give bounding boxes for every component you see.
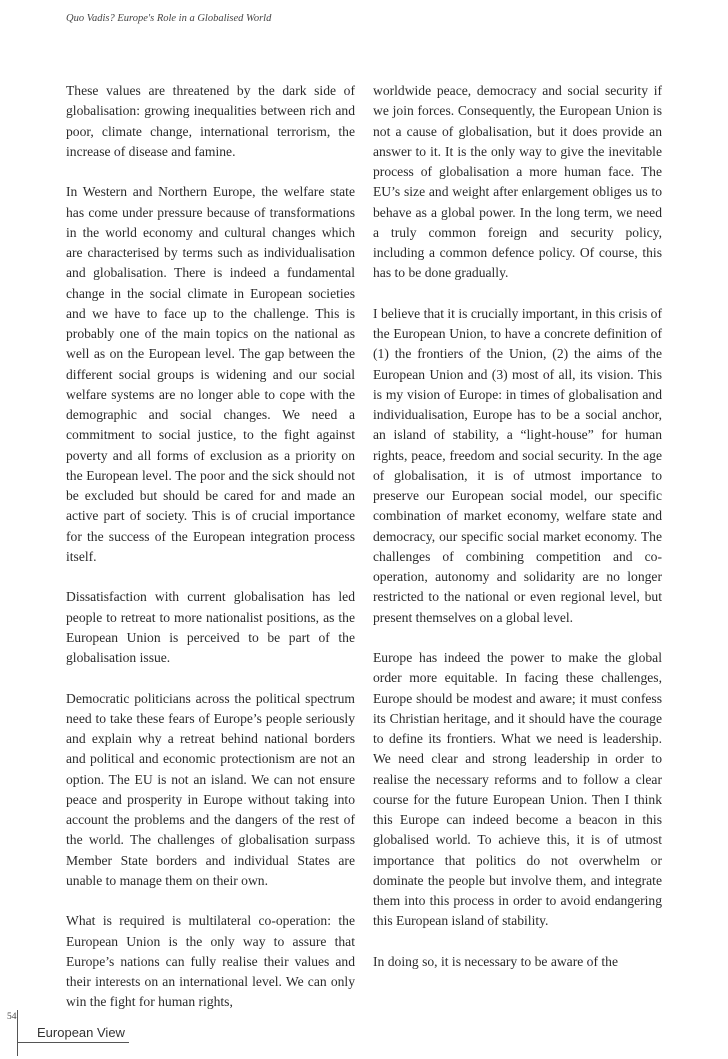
footer-rule-vertical	[17, 1010, 18, 1056]
body-paragraph: These values are threatened by the dark side of globalisation: growing inequalities between rich and poor, climate change, international terrorism, the increase of disease and famine.	[66, 83, 355, 159]
body-paragraph: Europe has indeed the power to make the global order more equitable. In facing these challenges, Europe should be modest and aware; it must confess its Christian heritage, and it should have the courage to define its frontiers. What we need is leadership. We need clear and strong leadership in order to realise the necessary reforms and to follow a clear course for the future European Union. Then I think this Europe can indeed become a beacon in this globalised world. To achieve this, it is of utmost importance that politics do not overwhelm or dominate the people but involve them, and integrate them into this process in order to avoid endangering this European island of stability.	[373, 650, 662, 929]
body-paragraph: worldwide peace, democracy and social security if we join forces. Consequently, the European Union is not a cause of globalisation, but it does provide an answer to it. It is the only way to give the inevitable process of globalisation a more human face. The EU’s size and weight after enlargement obliges us to behave as a global power. In the long term, we need a truly common foreign and security policy, including a common defence policy. Of course, this has to be done gradually.	[373, 83, 662, 281]
page-number: 54	[7, 1012, 17, 1022]
body-paragraph: What is required is multilateral co-operation: the European Union is the only way to assure that Europe’s nations can fully realise their values and their interests on an international level. We can only win the fight for human rights,	[66, 913, 355, 1010]
body-paragraph: Dissatisfaction with current globalisation has led people to retreat to more nationalist positions, as the European Union is perceived to be part of the globalisation issue.	[66, 589, 355, 665]
body-paragraph: In Western and Northern Europe, the welfare state has come under pressure because of transformations in the world economy and cultural changes which are characterised by terms such as individualisation and globalisation. There is indeed a fundamental change in the social climate in European societies and we have to face up to the challenge. This is probably one of the main topics on the national as well as on the European level. The gap between the different social groups is widening and our social welfare systems are no longer able to cope with the demographic and social changes. We need a commitment to social justice, to the fight against poverty and all forms of exclusion as a priority on the European level. The poor and the sick should not be excluded but should be cared for and made an active part of society. This is of crucial importance for the success of the European integration process itself.	[66, 184, 355, 564]
right-column	[373, 81, 662, 972]
body-paragraph: In doing so, it is necessary to be aware of the	[373, 953, 618, 969]
body-paragraph: I believe that it is crucially important, in this crisis of the European Union, to have a concrete definition of (1) the frontiers of the Union, (2) the aims of the European Union and (3) most of all, its vision. This is my vision of Europe: in times of globalisation and individualisation, Europe has to be a social anchor, an island of stability, a “light-house” for human rights, peace, freedom and social security. In the age of globalisation, it is of utmost importance to preserve our European social model, our specific combination of market economy, welfare state and democracy, our specific social market economy. The challenges of combining competition and co-operation, autonomy and solidarity are no longer restricted to the national or even regional level, but present themselves on a global level.	[373, 305, 662, 625]
running-header: Quo Vadis? Europe's Role in a Globalised World	[66, 13, 272, 24]
column-gutter	[362, 81, 363, 981]
publication-name: European View	[37, 1025, 125, 1040]
body-paragraph: Democratic politicians across the political spectrum need to take these fears of Europe’s people seriously and explain why a retreat behind national borders and political and economic protectionism are not an option. The EU is not an island. We can not ensure peace and prosperity in Europe without taking into account the problems and the dangers of the rest of the world. The challenges of globalisation surpass Member State borders and individual States are unable to manage them on their own.	[66, 690, 355, 888]
left-column	[66, 81, 355, 1013]
footer-rule-horizontal	[17, 1042, 129, 1043]
